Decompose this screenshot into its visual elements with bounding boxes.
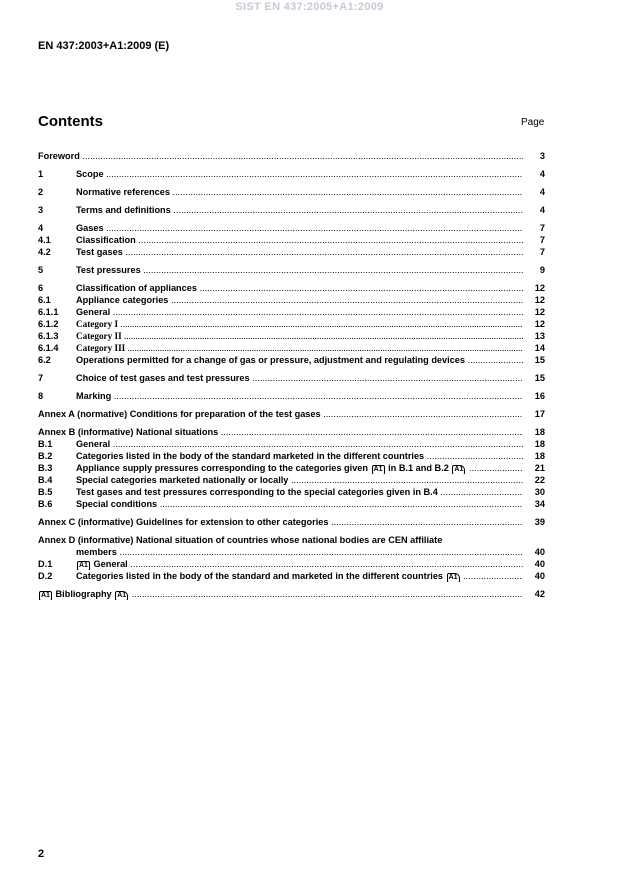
page-column-label: Page xyxy=(521,117,545,128)
toc-entry-text: Categories listed in the body of the standard marketed in the different countries ..... xyxy=(76,450,523,462)
toc-entry-text: Category II ..... xyxy=(76,330,523,342)
toc-entry-number: B.5 xyxy=(38,487,53,497)
toc-entry-text: Operations permitted for a change of gas or pressure, adjustment and regulating devices ..... xyxy=(76,354,523,366)
toc-entry-page: 15 xyxy=(534,373,545,383)
toc-entry-number: 6.1.3 xyxy=(38,331,59,341)
toc-entry-page: 18 xyxy=(534,427,545,437)
watermark: SIST EN 437:2005+A1:2009 xyxy=(235,1,384,13)
toc-entry-page: 40 xyxy=(534,559,545,569)
toc-entry-foreword[interactable] xyxy=(38,150,545,162)
toc-entry-b-5[interactable] xyxy=(38,486,545,498)
toc-entry-annex-c[interactable] xyxy=(38,516,545,528)
toc-entry-page: 18 xyxy=(534,439,545,449)
toc-entry-text-part: in B.1 and B.2 xyxy=(385,463,452,473)
toc-entry-6-1-1[interactable] xyxy=(38,306,545,318)
toc-entry-annex-b[interactable] xyxy=(38,426,545,438)
amendment-end-icon: A1 xyxy=(454,466,464,473)
toc-entry-6-1-3[interactable] xyxy=(38,330,545,342)
toc-entry-number: 7 xyxy=(38,373,44,383)
toc-entry-1[interactable] xyxy=(38,168,545,180)
toc-entry-number: B.2 xyxy=(38,451,53,461)
toc-entry-text: Gases ..... xyxy=(76,222,523,234)
toc-entry-text xyxy=(76,570,523,582)
toc-entry-page: 40 xyxy=(534,547,545,557)
toc-entry-page: 4 xyxy=(539,205,545,215)
amendment-start-icon: A1 xyxy=(373,466,383,473)
toc-entry-text: Foreword ..... xyxy=(38,150,523,162)
toc-entry-text: Test gases ..... xyxy=(76,246,523,258)
toc-entry-6-2[interactable] xyxy=(38,354,545,366)
amendment-start-icon: A1 xyxy=(41,592,50,599)
toc-entry-number: 8 xyxy=(38,391,44,401)
toc-entry-text: Terms and definitions ..... xyxy=(76,204,523,216)
toc-entry-page: 30 xyxy=(534,487,545,497)
toc-entry-bibliography[interactable] xyxy=(38,588,545,600)
toc-entry-text: Category I ..... xyxy=(76,318,523,330)
toc-entry-text xyxy=(38,588,523,600)
toc-entry-number: 5 xyxy=(38,265,44,275)
toc-entry-3[interactable] xyxy=(38,204,545,216)
toc-entry-number: 6.2 xyxy=(38,355,51,365)
toc-entry-text: Classification of appliances ..... xyxy=(76,282,523,294)
toc-entry-annex-d[interactable] xyxy=(38,534,545,546)
document-id: EN 437:2003+A1:2009 (E) xyxy=(38,40,170,52)
toc-entry-4-2[interactable] xyxy=(38,246,545,258)
toc-entry-text: Annex C (informative) Guidelines for extension to other categories ..... xyxy=(38,516,523,528)
toc-entry-page: 3 xyxy=(539,151,545,161)
toc-entry-page: 12 xyxy=(534,307,545,317)
toc-entry-text-part: Categories listed in the body of the standard and marketed in the different countries xyxy=(76,571,444,581)
toc-entry-b-3[interactable] xyxy=(38,462,545,474)
toc-entry-page: 15 xyxy=(534,355,545,365)
toc-entry-text xyxy=(76,462,523,474)
toc-entry-number: 6.1 xyxy=(38,295,51,305)
toc-entry-text: Category III ..... xyxy=(76,342,523,354)
toc-entry-text-part: Appliance supply pressures corresponding to the categories given xyxy=(76,463,371,473)
toc-entry-d-1[interactable] xyxy=(38,558,545,570)
toc-entry-text: Annex D (informative) National situation of countries whose national bodies are CEN affiliate xyxy=(38,535,443,545)
toc-entry-b-6[interactable] xyxy=(38,498,545,510)
toc-entry-text-part xyxy=(443,571,446,581)
toc-entry-6-1-2[interactable] xyxy=(38,318,545,330)
toc-entry-page: 12 xyxy=(534,319,545,329)
amendment-end-icon: A1 xyxy=(117,592,127,599)
toc-entry-number: B.6 xyxy=(38,499,53,509)
toc-entry-number: 4 xyxy=(38,223,44,233)
toc-entry-number: B.3 xyxy=(38,463,53,473)
toc-entry-number: 6.1.2 xyxy=(38,319,59,329)
toc-entry-page: 7 xyxy=(539,247,545,257)
toc-entry-page: 4 xyxy=(539,187,545,197)
toc-entry-number: 2 xyxy=(38,187,44,197)
toc-entry-4-1[interactable] xyxy=(38,234,545,246)
toc-entry-text-part: Bibliography xyxy=(55,589,112,599)
toc-entry-text: Special conditions ..... xyxy=(76,498,523,510)
toc-entry-page: 16 xyxy=(534,391,545,401)
toc-entry-text: Annex B (informative) National situations ..... xyxy=(38,426,523,438)
toc-entry-page: 4 xyxy=(539,169,545,179)
toc-entry-page: 40 xyxy=(534,571,545,581)
toc-entry-text: Test gases and test pressures corresponding to the special categories given in B.4 ..... xyxy=(76,486,523,498)
toc-entry-2[interactable] xyxy=(38,186,545,198)
toc-entry-page: 34 xyxy=(534,499,545,509)
toc-entry-b-2[interactable] xyxy=(38,450,545,462)
toc-entry-number: 1 xyxy=(38,169,44,179)
amendment-start-icon: A1 xyxy=(79,562,88,569)
toc-entry-annex-d-continued[interactable] xyxy=(38,546,545,558)
table-of-contents xyxy=(38,150,545,600)
toc-entry-page: 14 xyxy=(534,343,545,353)
toc-entry-page: 21 xyxy=(534,463,545,473)
toc-entry-text: Normative references ..... xyxy=(76,186,523,198)
toc-entry-number: 6.1.4 xyxy=(38,343,59,353)
toc-entry-text xyxy=(76,558,523,570)
toc-entry-6-1[interactable] xyxy=(38,294,545,306)
toc-entry-8[interactable] xyxy=(38,390,545,402)
toc-entry-annex-a[interactable] xyxy=(38,408,545,420)
toc-entry-page: 39 xyxy=(534,517,545,527)
toc-entry-page: 22 xyxy=(534,475,545,485)
toc-entry-6-1-4[interactable] xyxy=(38,342,545,354)
toc-entry-number: 6.1.1 xyxy=(38,307,59,317)
toc-entry-d-2[interactable] xyxy=(38,570,545,582)
toc-entry-page: 12 xyxy=(534,295,545,305)
toc-entry-number: D.2 xyxy=(38,571,53,581)
toc-entry-text-part xyxy=(112,589,115,599)
toc-entry-6[interactable] xyxy=(38,282,545,294)
toc-entry-number: 6 xyxy=(38,283,44,293)
toc-entry-text: Test pressures ..... xyxy=(76,264,523,276)
toc-entry-text: General ..... xyxy=(76,306,523,318)
toc-entry-5[interactable] xyxy=(38,264,545,276)
toc-entry-text: General ..... xyxy=(76,438,523,450)
toc-entry-number: B.1 xyxy=(38,439,53,449)
toc-entry-page: 17 xyxy=(534,409,545,419)
toc-entry-page: 7 xyxy=(539,223,545,233)
toc-entry-text: Appliance categories ..... xyxy=(76,294,523,306)
toc-entry-7[interactable] xyxy=(38,372,545,384)
toc-entry-b-4[interactable] xyxy=(38,474,545,486)
toc-entry-text: Choice of test gases and test pressures ..... xyxy=(76,372,523,384)
toc-entry-number: 4.1 xyxy=(38,235,51,245)
toc-entry-text: Annex A (normative) Conditions for preparation of the test gases ..... xyxy=(38,408,523,420)
toc-entry-text: Special categories marketed nationally or locally ..... xyxy=(76,474,523,486)
toc-entry-page: 12 xyxy=(534,283,545,293)
toc-entry-page: 9 xyxy=(539,265,545,275)
toc-entry-page: 42 xyxy=(534,589,545,599)
toc-entry-text: members ..... xyxy=(76,546,523,558)
toc-entry-number: D.1 xyxy=(38,559,53,569)
toc-entry-page: 13 xyxy=(534,331,545,341)
toc-entry-number: B.4 xyxy=(38,475,53,485)
toc-entry-page: 7 xyxy=(539,235,545,245)
toc-entry-number: 4.2 xyxy=(38,247,51,257)
toc-entry-text: Marking ..... xyxy=(76,390,523,402)
toc-entry-page: 18 xyxy=(534,451,545,461)
toc-entry-b-1[interactable] xyxy=(38,438,545,450)
page-number: 2 xyxy=(38,848,45,860)
toc-entry-text: Scope ..... xyxy=(76,168,523,180)
amendment-end-icon: A1 xyxy=(448,574,458,581)
toc-entry-number: 3 xyxy=(38,205,44,215)
toc-entry-4[interactable] xyxy=(38,222,545,234)
toc-entry-text-part: General xyxy=(93,559,128,569)
toc-entry-text: Classification ..... xyxy=(76,234,523,246)
contents-title: Contents xyxy=(38,113,103,130)
